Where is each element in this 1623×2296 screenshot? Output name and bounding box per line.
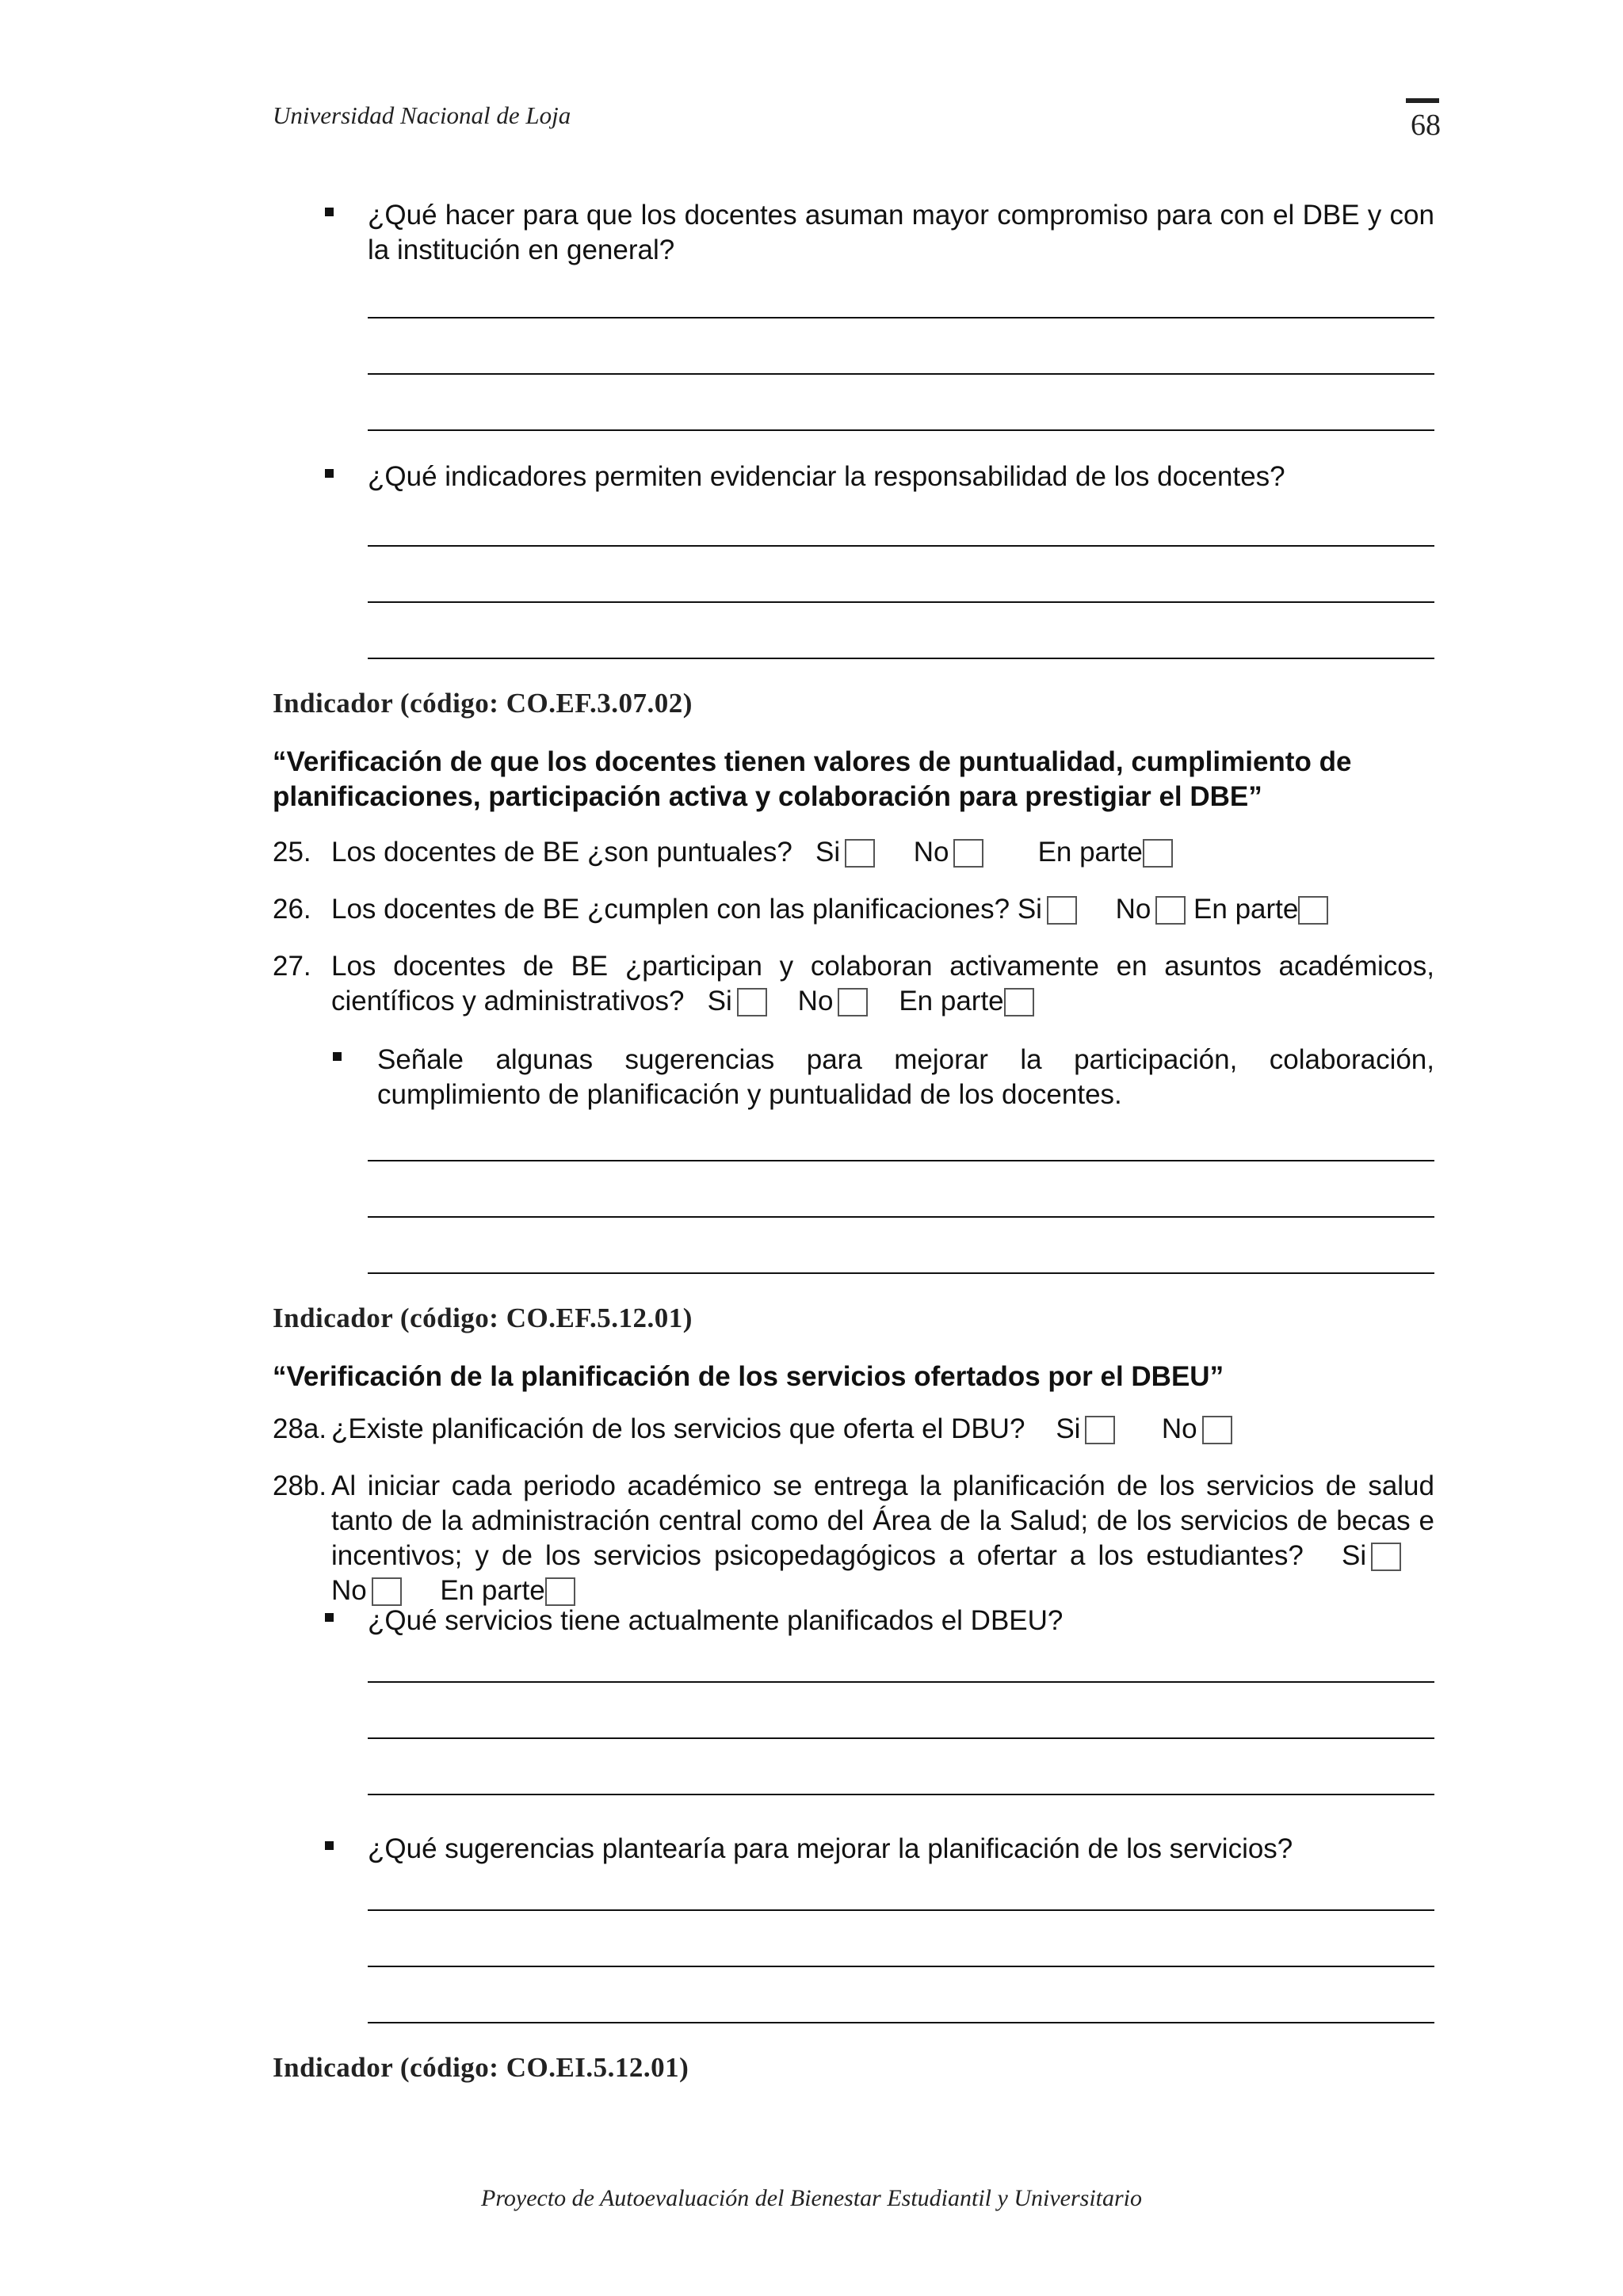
page-number: 68 [1411, 109, 1441, 142]
answer-line[interactable] [368, 1681, 1434, 1683]
bullet-marker [325, 469, 334, 478]
running-header: Universidad Nacional de Loja [273, 101, 571, 129]
bullet-question: ¿Qué servicios tiene actualmente planificados el DBEU? [368, 1605, 1064, 1636]
checkbox-si[interactable] [1047, 896, 1077, 925]
question-number: 25. [273, 837, 311, 868]
option-label-no: No [913, 837, 949, 868]
indicator-heading: Indicador (código: CO.EF.5.12.01) [273, 1302, 693, 1333]
indicator-heading: Indicador (código: CO.EI.5.12.01) [273, 2052, 689, 2083]
checkbox-en-parte[interactable] [1143, 839, 1173, 868]
answer-line[interactable] [368, 1794, 1434, 1795]
question-28b [273, 1469, 1434, 1608]
bullet-question: ¿Qué hacer para que los docentes asuman mayor compromiso para con el DBE y con la institución en general? [368, 200, 1434, 265]
option-label-en-parte: En parte [1193, 894, 1299, 925]
page-footer: Proyecto de Autoevaluación del Bienestar Estudiantil y Universitario [481, 2185, 1142, 2211]
question-27 [273, 949, 1434, 1019]
answer-line[interactable] [368, 1160, 1434, 1161]
checkbox-no[interactable] [838, 988, 868, 1016]
option-label-si: Si [1342, 1540, 1367, 1571]
answer-line[interactable] [368, 1737, 1434, 1739]
checkbox-en-parte[interactable] [545, 1577, 575, 1606]
option-label-en-parte: En parte [899, 986, 1004, 1016]
question-number: 28a. [273, 1413, 327, 1444]
option-label-no: No [797, 986, 834, 1016]
answer-line[interactable] [368, 1216, 1434, 1218]
question-text: Los docentes de BE ¿participan y colaboran activamente en asuntos académicos, científicos y administrativos? [331, 951, 1434, 1016]
page-number-rule [1406, 98, 1439, 103]
question-text: Los docentes de BE ¿cumplen con las planificaciones? [331, 894, 1010, 925]
option-label-no: No [331, 1575, 367, 1606]
bullet-marker [325, 1613, 334, 1622]
question-number: 26. [273, 894, 311, 925]
answer-line[interactable] [368, 1966, 1434, 1967]
question-text: ¿Existe planificación de los servicios que oferta el DBU? [331, 1413, 1025, 1444]
option-label-no: No [1115, 894, 1151, 925]
checkbox-en-parte[interactable] [1298, 896, 1328, 925]
checkbox-en-parte[interactable] [1004, 988, 1034, 1016]
option-label-en-parte: En parte [440, 1575, 545, 1606]
bullet-marker [325, 1841, 334, 1850]
answer-line[interactable] [368, 601, 1434, 603]
option-label-no: No [1161, 1413, 1197, 1444]
answer-line[interactable] [368, 317, 1434, 318]
checkbox-no[interactable] [953, 839, 983, 868]
option-label-si: Si [1056, 1413, 1081, 1444]
question-text: Los docentes de BE ¿son puntuales? [331, 837, 792, 868]
bullet-question: ¿Qué indicadores permiten evidenciar la responsabilidad de los docentes? [368, 461, 1285, 492]
bullet-question: ¿Qué sugerencias plantearía para mejorar la planificación de los servicios? [368, 1833, 1293, 1864]
option-label-si: Si [707, 986, 732, 1016]
checkbox-si[interactable] [737, 988, 767, 1016]
checkbox-si[interactable] [845, 839, 875, 868]
checkbox-si[interactable] [1371, 1543, 1401, 1571]
question-25 [273, 835, 1434, 870]
answer-line[interactable] [368, 429, 1434, 431]
option-label-si: Si [1017, 894, 1042, 925]
answer-line[interactable] [368, 545, 1434, 547]
answer-line[interactable] [368, 658, 1434, 659]
question-26 [273, 892, 1434, 927]
question-28a [273, 1412, 1434, 1447]
checkbox-no[interactable] [1155, 896, 1186, 925]
answer-line[interactable] [368, 1909, 1434, 1911]
answer-line[interactable] [368, 373, 1434, 375]
checkbox-no[interactable] [372, 1577, 402, 1606]
indicator-title: “Verificación de la planificación de los servicios ofertados por el DBEU” [273, 1361, 1224, 1392]
bullet-marker [325, 208, 334, 216]
answer-line[interactable] [368, 2022, 1434, 2023]
question-number: 28b. [273, 1470, 327, 1501]
question-number: 27. [273, 951, 311, 982]
answer-line[interactable] [368, 1272, 1434, 1274]
question-text: Al iniciar cada periodo académico se entrega la planificación de los servicios de salud tanto de la administración central como del Área de la Salud; de los servicios de becas e incentivos; y de los servicios psicopedagógicos a ofertar a los estudiantes? [331, 1470, 1434, 1571]
bullet-marker [333, 1052, 342, 1061]
option-label-si: Si [815, 837, 841, 868]
bullet-question: Señale algunas sugerencias para mejorar la participación, colaboración, cumplimiento de planificación y puntualidad de los docentes. [377, 1044, 1434, 1110]
checkbox-si[interactable] [1085, 1416, 1115, 1444]
indicator-title: “Verificación de que los docentes tienen valores de puntualidad, cumplimiento de planificaciones, participación activa y colaboración para prestigiar el DBE” [273, 746, 1352, 812]
option-label-en-parte: En parte [1037, 837, 1143, 868]
checkbox-no[interactable] [1202, 1416, 1232, 1444]
indicator-heading: Indicador (código: CO.EF.3.07.02) [273, 688, 693, 719]
